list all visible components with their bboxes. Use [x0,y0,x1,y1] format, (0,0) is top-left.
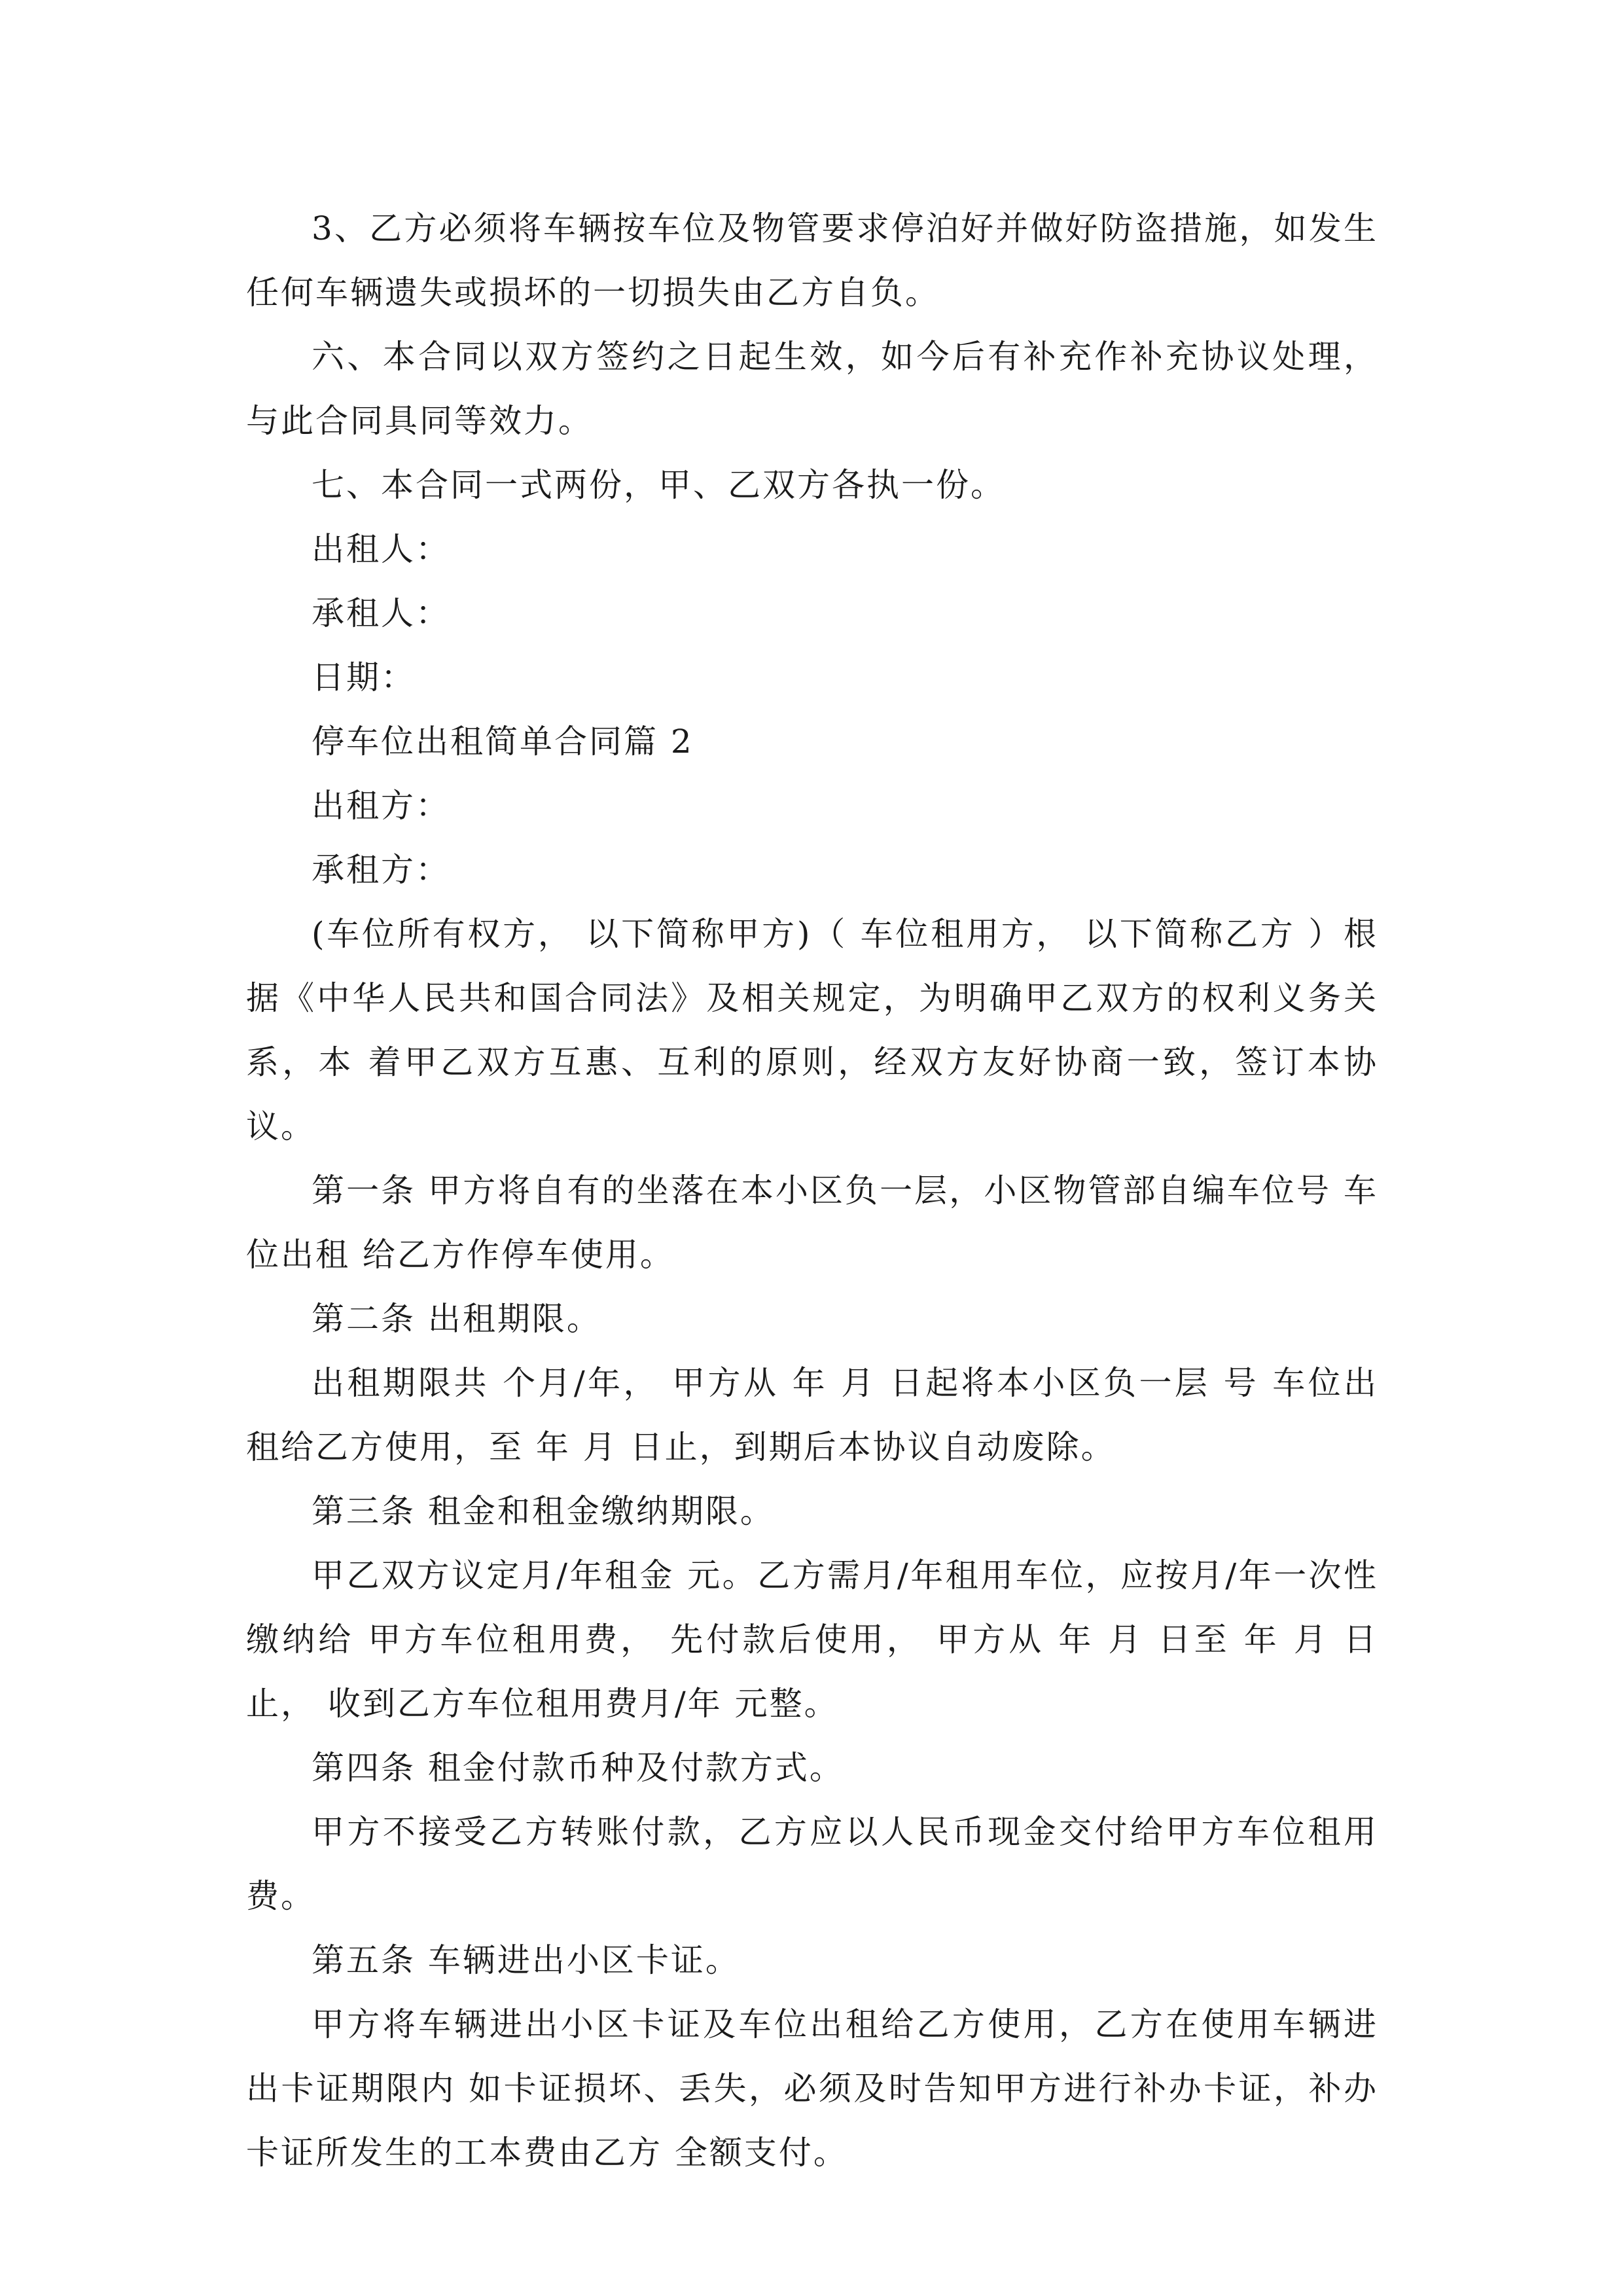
article-5-heading: 第五条 车辆进出小区卡证。 [312,1941,740,1979]
article-3-body: 甲乙双方议定月/年租金 元。乙方需月/年租用车位，应按月/年一次性缴纳给 甲方车位租用费， 先付款后使用， 甲方从 年 月 日至 年 月 日止， 收到乙方车位租用费月/年 元整。 [246,1556,1378,1723]
section-heading: 停车位出租简单合同篇 2 [312,723,694,761]
date-line: 日期： [312,658,416,696]
lessee-party-line: 承租方： [312,851,450,889]
preamble-paragraph: (车位所有权方， 以下简称甲方)（ 车位租用方， 以下简称乙方 ）根据《中华人民共和国合同法》及相关规定，为明确甲乙双方的权利义务关系，本 着甲乙双方互惠、互利的原则，经双方友好协商一致，签订本协议。 [246,915,1378,1145]
article-3-heading: 第三条 租金和租金缴纳期限。 [312,1492,775,1530]
clause-6-effective-date: 六、本合同以双方签约之日起生效，如今后有补充作补充协议处理，与此合同具同等效力。 [246,338,1378,440]
clause-3-vehicle-safety: 3、乙方必须将车辆按车位及物管要求停泊好并做好防盗措施，如发生任何车辆遗失或损坏的一切损失由乙方自负。 [246,209,1378,312]
article-5-body: 甲方将车辆进出小区卡证及车位出租给乙方使用，乙方在使用车辆进出卡证期限内 如卡证损坏、丢失，必须及时告知甲方进行补办卡证，补办卡证所发生的工本费由乙方 全额支付。 [246,2005,1378,2172]
document-body [246,196,1378,2185]
article-2-heading: 第二条 出租期限。 [312,1300,601,1338]
lessor-party-line: 出租方： [312,787,450,825]
lessee-signature-line: 承租人： [312,594,450,632]
clause-7-copies: 七、本合同一式两份，甲、乙双方各执一份。 [312,466,1005,504]
lessor-signature-line: 出租人： [312,530,450,568]
article-1: 第一条 甲方将自有的坐落在本小区负一层，小区物管部自编车位号 车位出租 给乙方作停车使用。 [246,1172,1378,1274]
article-4-heading: 第四条 租金付款币种及付款方式。 [312,1749,844,1787]
article-4-body: 甲方不接受乙方转账付款，乙方应以人民币现金交付给甲方车位租用费。 [246,1813,1378,1915]
article-2-body: 出租期限共 个月/年， 甲方从 年 月 日起将本小区负一层 号 车位出租给乙方使用，至 年 月 日止，到期后本协议自动废除。 [246,1364,1378,1466]
